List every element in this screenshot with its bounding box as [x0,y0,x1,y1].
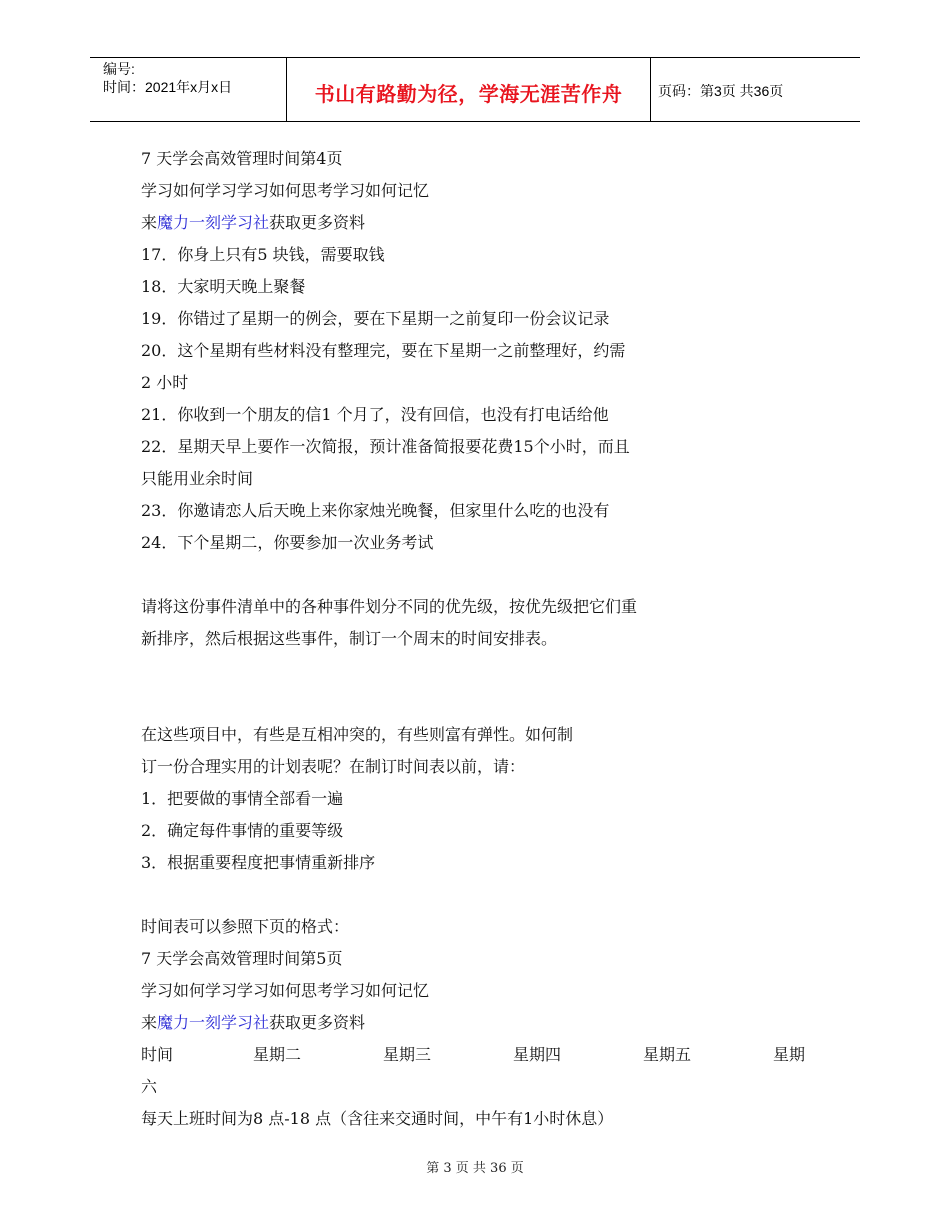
list-item: 23．你邀请恋人后天晚上来你家烛光晚餐，但家里什么吃的也没有 [141,501,610,520]
step-item: 3．根据重要程度把事情重新排序 [141,853,376,872]
spacer [141,559,841,591]
schedule-intro: 时间表可以参照下页的格式： [141,917,350,936]
promo-link[interactable]: 魔力一刻学习社 [157,1013,270,1032]
table-header-cell: 星期五 [643,1045,692,1064]
promo-suffix: 获取更多资料 [269,213,366,232]
list-item: 21．你收到一个朋友的信1 个月了，没有回信，也没有打电话给他 [141,405,609,424]
list-item: 24．下个星期二，你要参加一次业务考试 [141,533,434,552]
promo-line [141,1007,841,1039]
list-item-continuation: 只能用业余时间 [141,469,254,488]
list-item: 22．星期天早上要作一次简报，预计准备简报要花费15个小时，而且 [141,437,630,456]
step-item: 2．确定每件事情的重要等级 [141,821,344,840]
list-item: 18．大家明天晚上聚餐 [141,277,306,296]
table-header-cell: 星期三 [383,1045,432,1064]
spacer [141,655,841,687]
document-body [141,143,841,1135]
promo-suffix: 获取更多资料 [269,1013,366,1032]
header-bottom-rule [90,121,860,122]
promo-prefix: 来 [141,1013,158,1032]
list-item: 19．你错过了星期一的例会，要在下星期一之前复印一份会议记录 [141,309,610,328]
promo-prefix: 来 [141,213,158,232]
section-title: 7 天学会高效管理时间第5页 [141,949,343,968]
doc-number-label: 编号: [103,61,135,77]
list-item: 17．你身上只有5 块钱，需要取钱 [141,245,385,264]
header-divider-right [650,57,651,121]
instruction-line: 新排序，然后根据这些事件，制订一个周末的时间安排表。 [141,629,558,648]
list-item-continuation: 2 小时 [141,373,189,392]
paragraph-line: 订一份合理实用的计划表呢？在制订时间表以前，请： [141,757,526,776]
doc-time-label: 时间：2021年x月x日 [103,79,233,95]
page-footer: 第 3 页 共 36 页 [426,1161,524,1176]
tagline: 学习如何学习学习如何思考学习如何记忆 [141,181,430,200]
step-item: 1．把要做的事情全部看一遍 [141,789,344,808]
tagline: 学习如何学习学习如何思考学习如何记忆 [141,981,430,1000]
paragraph-line: 在这些项目中，有些是互相冲突的，有些则富有弹性。如何制 [141,725,574,744]
table-header-cell: 星期四 [513,1045,562,1064]
promo-line [141,207,841,239]
instruction-line: 请将这份事件清单中的各种事件划分不同的优先级，按优先级把它们重 [141,597,638,616]
header-motto: 书山有路勤为径，学海无涯苦作舟 [314,82,623,106]
schedule-table-header [141,1039,841,1071]
spacer [141,879,841,911]
spacer [141,687,841,719]
header-page-info: 页码：第3页 共36页 [658,83,784,99]
header-meta [103,60,232,96]
header-top-rule [90,57,860,58]
table-header-cell: 星期二 [253,1045,302,1064]
table-header-cell: 星期 [773,1045,806,1064]
list-item: 20．这个星期有些材料没有整理完，要在下星期一之前整理好，约需 [141,341,626,360]
section-title: 7 天学会高效管理时间第4页 [141,149,343,168]
table-header-cell: 时间 [141,1045,174,1064]
work-hours-note: 每天上班时间为8 点-18 点（含往来交通时间，中午有1小时休息） [141,1109,614,1128]
promo-link[interactable]: 魔力一刻学习社 [157,213,270,232]
table-header-wrap: 六 [141,1077,158,1096]
